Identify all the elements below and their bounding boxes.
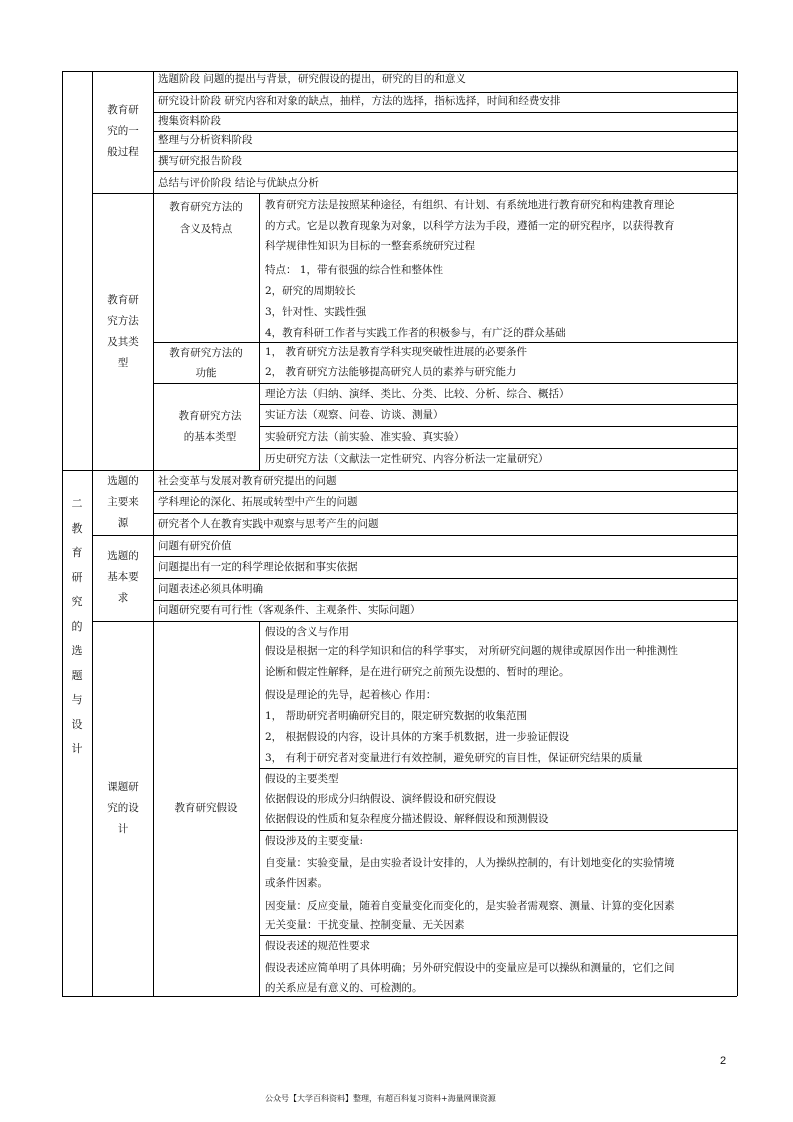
topic-source: 研究者个人在教育实践中观察与思考产生的问题 [158, 518, 379, 530]
row-line [62, 470, 737, 471]
topic-requirement: 问题研究要有可行性（客观条件、主观条件、实际问题） [158, 604, 421, 616]
footer-note: 公众号【大学百科资料】整理，有超百科复习资料+海量网课资源 [265, 1094, 496, 1103]
topic-source: 社会变革与发展对教育研究提出的问题 [158, 475, 337, 487]
process-step: 选题阶段 问题的提出与背景，研究假设的提出，研究的目的和意义 [158, 73, 466, 85]
row-line [153, 112, 737, 113]
general-process-label: 教育研 究的一 般过程 [107, 104, 139, 158]
method-function: 2， 教育研究方法能够提高研究人员的素养与研究能力 [265, 366, 517, 378]
row-line [153, 578, 737, 579]
process-step: 整理与分析资料阶段 [158, 134, 253, 146]
hypothesis-line: 1， 帮助研究者明确研究目的，限定研究数据的收集范围 [265, 710, 528, 722]
row-line [259, 830, 737, 831]
method-type: 实验研究方法（前实验、准实验、真实验） [265, 431, 465, 443]
hypothesis-type-line: 依据假设的性质和复杂程度分描述假设、解释假设和预测假设 [265, 813, 549, 825]
process-step: 总结与评价阶段 结论与优缺点分析 [158, 177, 319, 189]
row-line [153, 513, 737, 514]
variable-line: 假设涉及的主要变量: [265, 835, 364, 847]
process-step: 撰写研究报告阶段 [158, 155, 242, 167]
row-line [259, 935, 737, 936]
method-trait: 3，针对性、实践性强 [265, 306, 367, 318]
col-line-methods [259, 193, 260, 470]
row-line [153, 171, 737, 172]
hypothesis-type-line: 依据假设的形成分归纳假设、演绎假设和研究假设 [265, 793, 496, 805]
method-type: 历史研究方法（文献法一定性研究、内容分析法一定量研究） [265, 453, 549, 465]
row-line [153, 92, 737, 93]
row-line [259, 768, 737, 769]
row-line [92, 535, 737, 536]
row-line [259, 404, 737, 405]
row-line [153, 600, 737, 601]
topic-sources-label: 选题的 主要来 源 [107, 475, 139, 529]
method-meaning-line: 教育研究方法是按照某种途径，有组织、有计划、有系统地进行教育研究和构建教育理论 [265, 199, 675, 211]
hypothesis-line: 假设的含义与作用 [265, 626, 349, 638]
col-line-2 [153, 71, 154, 996]
method-trait: 特点： 1，带有很强的综合性和整体性 [265, 264, 444, 276]
topic-requirement: 问题提出有一定的科学理论依据和事实依据 [158, 561, 358, 573]
variable-line: 或条件因素。 [265, 877, 328, 889]
row-line [153, 491, 737, 492]
row-line [259, 448, 737, 449]
hypothesis-type-line: 假设的主要类型 [265, 773, 339, 785]
method-meaning-line: 科学规律性知识为目标的一整套系统研究过程 [265, 240, 475, 252]
hypothesis-line: 2， 根据假设的内容，设计具体的方案手机数据，进一步验证假设 [265, 731, 570, 743]
hypothesis-line: 假设是根据一定的科学知识和信的科学事实， 对所研究问题的规律或原因作出一种推测性 [265, 645, 678, 657]
methods-label: 教育研 究方法 及其类 型 [107, 294, 139, 369]
norm-line: 假设表述的规范性要求 [265, 940, 370, 952]
topic-source: 学科理论的深化、拓展或转型中产生的问题 [158, 496, 358, 508]
row-line [153, 556, 737, 557]
table-border-right [737, 71, 738, 996]
col-line-design [259, 621, 260, 996]
table-border-bottom [62, 996, 737, 997]
hypothesis-line: 3， 有利于研究者对变量进行有效控制，避免研究的盲目性，保证研究结果的质量 [265, 752, 643, 764]
row-line [153, 383, 737, 384]
design-sub-label: 教育研究假设 [174, 802, 238, 814]
variable-line: 无关变量：干扰变量、控制变量、无关因素 [265, 919, 465, 931]
topic-requirement: 问题表述必须具体明确 [158, 583, 263, 595]
row-line [259, 426, 737, 427]
method-trait: 4，教育科研工作者与实践工作者的积极参与，有广泛的群众基础 [265, 327, 566, 339]
method-type: 理论方法（归纳、演绎、类比、分类、比较、分析、综合、概括） [265, 388, 570, 400]
process-step: 搜集资料阶段 [158, 115, 221, 127]
method-type: 实证方法（观察、问卷、访谈、测量） [265, 409, 444, 421]
row-line [153, 131, 737, 132]
topic-requirements-label: 选题的 基本要 求 [107, 550, 139, 604]
col-line-1 [92, 71, 93, 996]
method-trait: 2，研究的周期较长 [265, 285, 356, 297]
topic-requirement: 问题有研究价值 [158, 540, 232, 552]
norm-line: 的关系应是有意义的、可检测的。 [265, 982, 423, 994]
process-step: 研究设计阶段 研究内容和对象的缺点，抽样，方法的选择，指标选择，时间和经费安排 [158, 95, 561, 107]
row-line [153, 151, 737, 152]
method-types-label: 教育研究方法 的基本类型 [178, 410, 242, 443]
variable-line: 因变量：反应变量，随着自变量变化而变化的，是实验者需观察、测量、计算的变化因素 [265, 900, 675, 912]
norm-line: 假设表述应简单明了具体明确；另外研究假设中的变量应是可以操纵和测量的，它们之间 [265, 962, 675, 974]
row-line [92, 621, 737, 622]
method-function: 1， 教育研究方法是教育学科实现突破性进展的必要条件 [265, 346, 528, 358]
method-meaning-label: 教育研究方法的 含义及特点 [169, 201, 243, 235]
table-border-left [62, 71, 63, 996]
design-label: 课题研 究的设 计 [107, 781, 139, 835]
row-line [92, 193, 737, 194]
method-function-label: 教育研究方法的 功能 [169, 347, 243, 379]
method-meaning-line: 的方式。它是以教育现象为对象，以科学方法为手段，遵循一定的研究程序，以获得教育 [265, 220, 675, 232]
hypothesis-line: 论断和假定性解释，是在进行研究之前预先设想的、暂时的理论。 [265, 666, 570, 678]
hypothesis-line: 假设是理论的先导，起着核心 作用： [265, 689, 437, 701]
page-number: 2 [720, 1055, 727, 1067]
variable-line: 自变量：实验变量，是由实验者设计安排的，人为操纵控制的，有计划地变化的实验情境 [265, 857, 675, 869]
section-2-label: 二 教 育 研 究 的 选 题 与 设 计 [71, 497, 83, 755]
